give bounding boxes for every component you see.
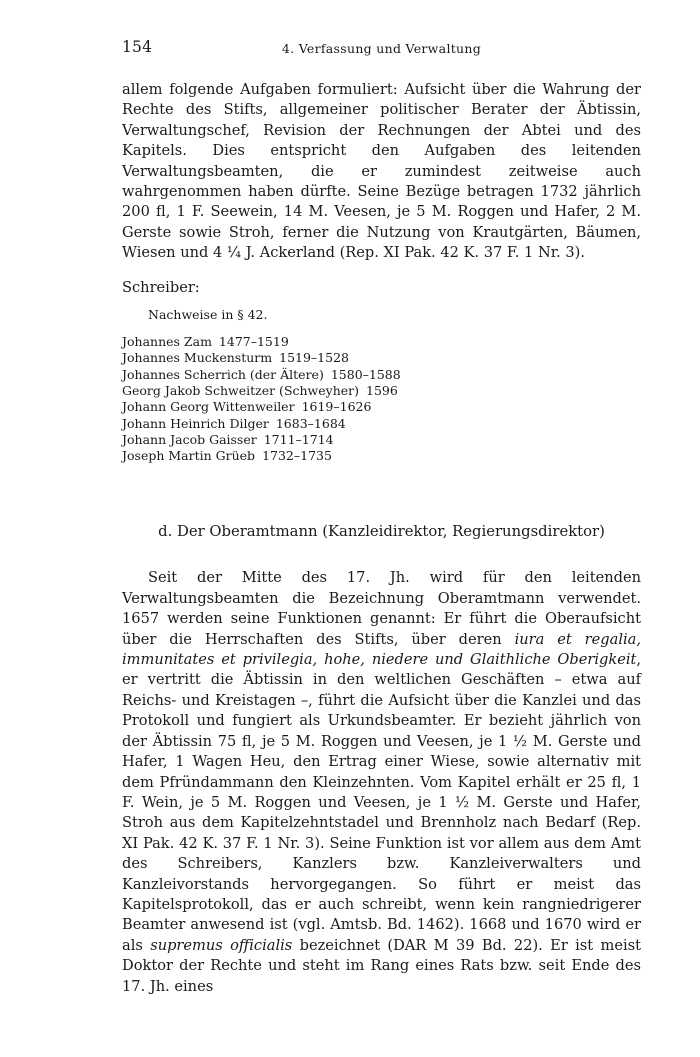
scribe-name: Johannes Scherrich (der Ältere) (122, 366, 324, 382)
scribe-name: Joseph Martin Grüeb (122, 448, 256, 464)
scribe-name: Johannes Zam (122, 334, 212, 350)
page-number: 154 (122, 38, 153, 56)
scribe-years: 1580–1588 (330, 366, 401, 382)
scribes-label: Schreiber: (122, 278, 200, 296)
list-item (122, 350, 641, 366)
scribe-name: Johann Heinrich Dilger (122, 415, 269, 431)
scribe-name: Johannes Muckensturm (122, 350, 273, 366)
scribe-years: 1596 (366, 382, 398, 398)
scribe-years: 1732–1735 (262, 448, 332, 464)
list-item (122, 448, 641, 464)
scribe-name: Johann Georg Wittenweiler (122, 399, 295, 415)
list-item (122, 383, 641, 399)
page-header (122, 38, 641, 60)
paragraph-text-3: bezeichnet (DAR M 39 Bd. 22). Er ist meist Doktor der Rechte und steht im Rang eines Rats bzw. seit Ende des 17. Jh. eines (122, 936, 641, 995)
scribe-name: Johann Jacob Gaisser (122, 431, 257, 447)
page-content (122, 80, 641, 997)
scribes-source-note: Nachweise in § 42. (148, 307, 268, 323)
paragraph-oberamtmann (122, 568, 641, 997)
list-item (122, 334, 641, 350)
scribe-years: 1683–1684 (275, 415, 346, 431)
paragraph-text-2: , er vertritt die Äbtissin in den weltlichen Geschäften – etwa auf Reichs- und Kreistagen –, führt die Aufsicht über die Kanzlei und das Protokoll und fungiert als Urkundsbeamter. Er bezieht jährlich von der Äbtissin 75 fl, je 5 M. Roggen und Veesen, je 1 ½ M. Gerste und Hafer, 1 Wagen Heu, den Ertrag einer Wiese, sowie alternativ mit dem Pfründammann den Kleinzehnten. Vom Kapitel erhält er 25 fl, 1 F. Wein, je 5 M. Roggen und Veesen, je 1 ½ M. Gerste und Hafer, Stroh aus dem Kapitelzehntstadel und Brennholz nach Bedarf (Rep. XI Pak. 42 K. 37 F. 1 Nr. 3). Seine Funktion ist vor allem aus dem Amt des Schreibers, Kanzlers bzw. Kanzleiverwalters und Kanzleivorstands hervorgegangen. So führt er meist das Kapitelsprotokoll, das er auch schreibt, wenn kein rangniedrigerer Beamter anwesend ist (vgl. Amtsb. Bd. 1462). 1668 und 1670 wird er als (122, 651, 641, 954)
scribe-years: 1711–1714 (263, 431, 334, 447)
latin-phrase-supremus: supremus officialis (150, 936, 293, 954)
scribe-name: Georg Jakob Schweitzer (Schweyher) (122, 382, 360, 398)
scribes-list (122, 334, 641, 464)
list-item (122, 399, 641, 415)
latin-phrase-iura: iura et regalia, immunitates et privilegia, hohe, niedere und Glaithliche Oberigkeit (122, 630, 641, 669)
running-head: 4. Verfassung und Verwaltung (281, 41, 482, 56)
section-heading: d. Der Oberamtmann (Kanzleidirektor, Regierungsdirektor) (158, 523, 605, 541)
scribe-years: 1477–1519 (218, 334, 289, 350)
paragraph-continuation: allem folgende Aufgaben formuliert: Aufsicht über die Wahrung der Rechte des Stifts, allgemeiner politischer Berater der Äbtissin, Verwaltungschef, Revision der Rechnungen der Abtei und des Kapitels. Dies entspricht den Aufgaben des leitenden Verwaltungsbeamten, die er zumindest zeitweise auch wahrgenommen haben dürfte. Seine Bezüge betragen 1732 jährlich 200 fl, 1 F. Seewein, 14 M. Veesen, je 5 M. Roggen und Hafer, 2 M. Gerste sowie Stroh, ferner die Nutzung von Krautgärten, Bäumen, Wiesen und 4 ¼ J. Ackerland (Rep. XI Pak. 42 K. 37 F. 1 Nr. 3). (122, 81, 641, 262)
list-item (122, 432, 641, 448)
list-item (122, 367, 641, 383)
scribe-years: 1519–1528 (279, 350, 349, 366)
list-item (122, 416, 641, 432)
paragraph-text-1: Seit der Mitte des 17. Jh. wird für den leitenden Verwaltungsbeamten die Bezeichnung Oberamtmann verwendet. 1657 werden seine Funktionen genannt: Er führt die Oberaufsicht über die Herrschaften des Stifts, über deren (122, 569, 641, 648)
scribe-years: 1619–1626 (301, 399, 372, 415)
